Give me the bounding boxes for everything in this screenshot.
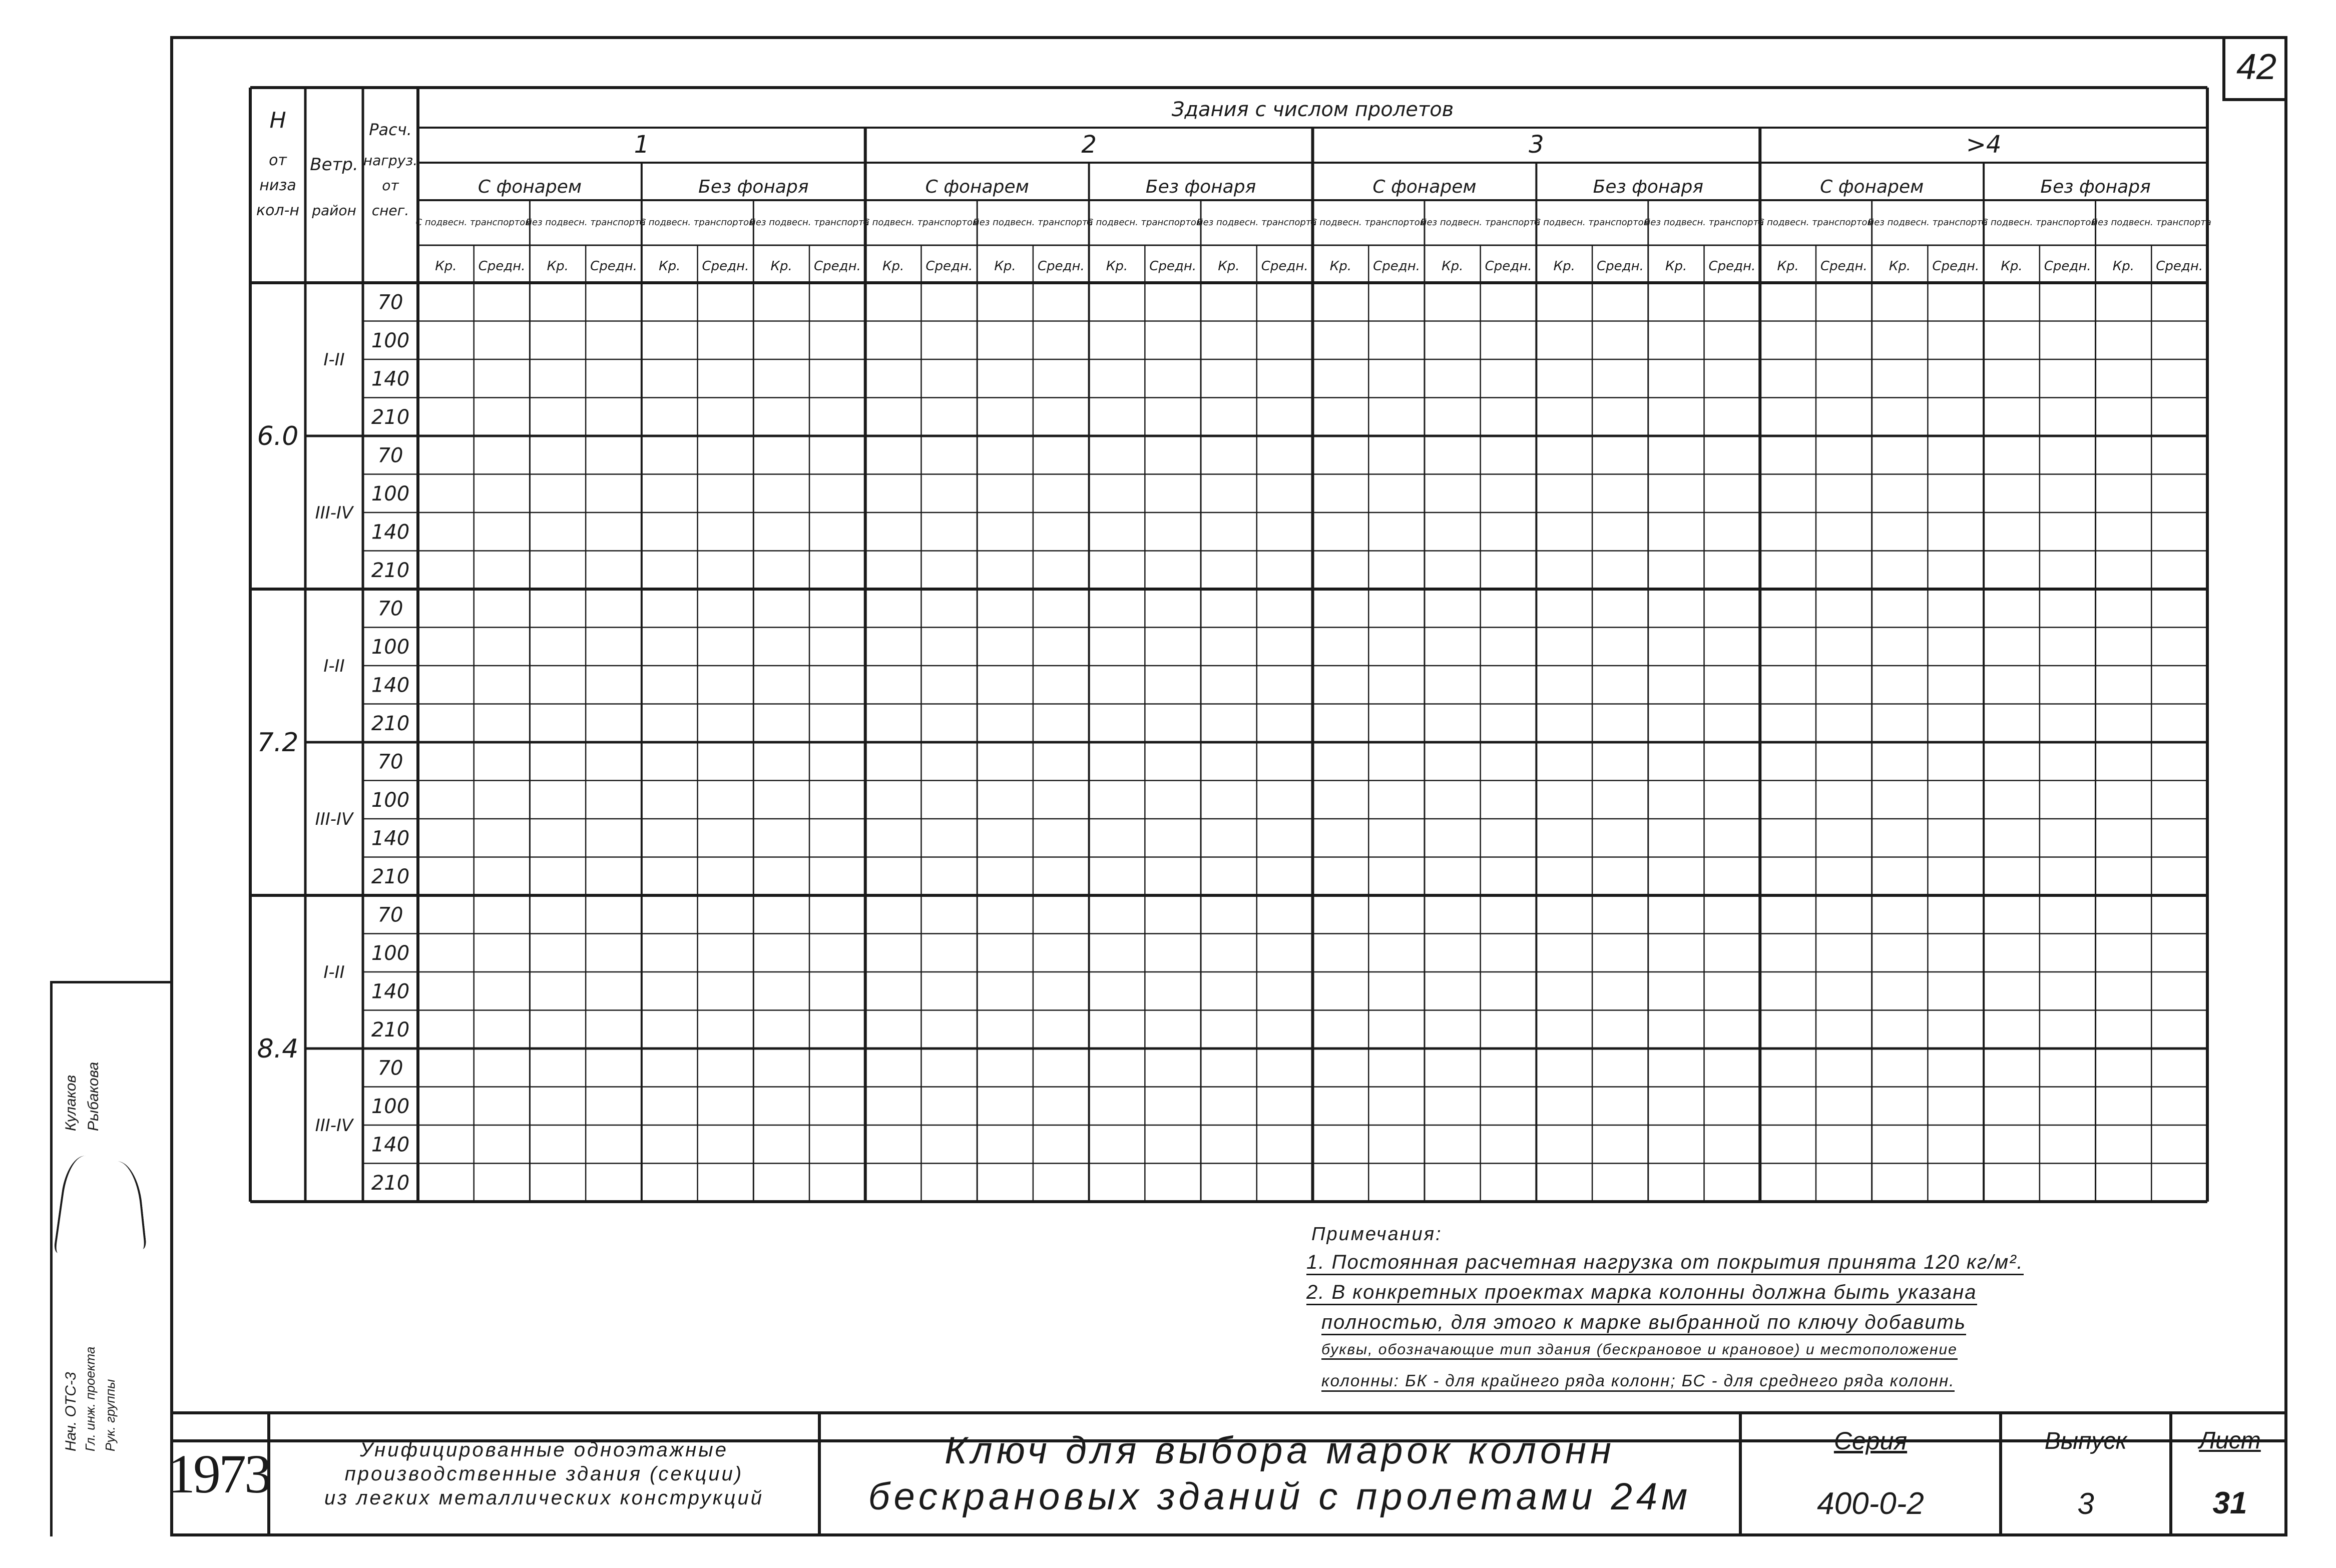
stamp-name-1: Кулаков: [63, 1075, 79, 1131]
wind-zone-2-2: III-IV: [315, 809, 353, 829]
transport-label-3-2-1: С подвесн. транспортом: [1534, 217, 1651, 228]
header-wind-sub: район: [312, 202, 356, 219]
position-label: Средн.: [1820, 259, 1867, 274]
position-label: Кр.: [435, 259, 457, 274]
position-label: Кр.: [882, 259, 904, 274]
position-label: Средн.: [1597, 259, 1644, 274]
snow-load-14: 100: [371, 788, 410, 812]
position-label: Средн.: [1261, 259, 1308, 274]
lantern-label-1-1: С фонарем: [478, 177, 582, 197]
corner-sheet-number: 42: [2236, 47, 2277, 87]
position-label: Кр.: [1442, 259, 1464, 274]
sheet-value: 31: [2212, 1486, 2247, 1520]
span-group-label-1: 1: [634, 131, 650, 159]
span-group-label-3: 3: [1529, 131, 1544, 159]
transport-label-4-1-1: С подвесн. транспортом: [1757, 217, 1875, 228]
position-label: Средн.: [2156, 259, 2203, 274]
transport-label-3-1-1: С подвесн. транспортом: [1310, 217, 1427, 228]
header-load-sub-2: от: [382, 177, 399, 194]
height-value-1: 6.0: [257, 421, 299, 451]
snow-load-5: 70: [377, 444, 403, 467]
position-label: Средн.: [702, 259, 749, 274]
header-load-sub-3: снег.: [371, 202, 409, 219]
height-value-2: 7.2: [257, 728, 299, 758]
position-label: Средн.: [590, 259, 637, 274]
series-value: 400-0-2: [1817, 1486, 1924, 1521]
header-load-sub-1: нагруз.: [363, 152, 418, 169]
position-label: Средн.: [1708, 259, 1756, 274]
height-value-3: 8.4: [257, 1034, 299, 1064]
lantern-label-3-2: Без фонаря: [1593, 177, 1703, 197]
header-wind: Ветр.: [310, 155, 358, 175]
series-title-line-2: производственные здания (секции): [344, 1463, 744, 1485]
wind-zone-1-2: III-IV: [315, 503, 353, 523]
stamp-role-2: Гл. инж. проекта: [83, 1346, 98, 1451]
snow-load-3: 140: [371, 367, 410, 391]
sheet-label: Лист: [2199, 1427, 2261, 1454]
header-height-sub-2: низа: [259, 177, 296, 194]
snow-load-6: 100: [371, 482, 410, 505]
wind-zone-3-1: I-II: [323, 962, 345, 982]
position-label: Средн.: [1149, 259, 1197, 274]
transport-label-2-2-1: С подвесн. транспортом: [1087, 217, 1203, 228]
position-label: Кр.: [1106, 259, 1128, 274]
transport-label-2-1-2: Без подвесн. транспорта: [973, 217, 1093, 228]
drawing-title-line-1: Ключ для выбора марок колонн: [945, 1429, 1615, 1472]
snow-load-11: 140: [371, 674, 410, 697]
snow-load-20: 210: [371, 1018, 410, 1041]
lantern-label-2-2: Без фонаря: [1145, 177, 1256, 197]
snow-load-21: 70: [377, 1057, 403, 1080]
snow-load-13: 70: [377, 750, 403, 774]
transport-label-2-2-2: Без подвесн. транспорта: [1197, 217, 1317, 228]
position-label: Кр.: [2001, 259, 2023, 274]
lantern-label-4-2: Без фонаря: [2040, 177, 2151, 197]
sheet-cell: [2172, 1411, 2287, 1536]
snow-load-4: 210: [371, 405, 410, 429]
lantern-label-4-1: С фонарем: [1820, 177, 1924, 197]
snow-load-12: 210: [371, 712, 410, 735]
transport-label-1-1-1: С подвесн. транспортом: [415, 217, 532, 228]
header-height-sub-3: кол-н: [256, 202, 300, 219]
note-line-1: 1. Постоянная расчетная нагрузка от покрытия принята 120 кг/м².: [1306, 1251, 2024, 1275]
transport-label-1-2-1: С подвесн. транспортом: [639, 217, 756, 228]
series-title-line-3: из легких металлических конструкций: [324, 1487, 764, 1509]
snow-load-15: 140: [371, 827, 410, 850]
snow-load-24: 210: [371, 1171, 410, 1195]
wind-zone-1-1: I-II: [323, 350, 345, 370]
stamp-role-3: Рук. группы: [103, 1379, 118, 1451]
position-label: Кр.: [1553, 259, 1575, 274]
position-label: Кр.: [1665, 259, 1687, 274]
position-label: Кр.: [547, 259, 569, 274]
lantern-label-2-1: С фонарем: [925, 177, 1029, 197]
note-line-5: колонны: БК - для крайнего ряда колонн; БС - для среднего ряда колонн.: [1321, 1371, 1955, 1392]
issue-value: 3: [2077, 1486, 2094, 1520]
position-label: Средн.: [813, 259, 861, 274]
position-label: Средн.: [925, 259, 973, 274]
year-cell: [170, 1411, 270, 1536]
notes-title: Примечания:: [1311, 1224, 1443, 1245]
note-line-2: 2. В конкретных проектах марка колонны должна быть указана: [1306, 1281, 1977, 1305]
position-label: Средн.: [1373, 259, 1421, 274]
position-label: Средн.: [1485, 259, 1532, 274]
snow-load-16: 210: [371, 865, 410, 888]
left-stamp-border: [50, 981, 170, 1536]
snow-load-17: 70: [377, 903, 403, 927]
snow-load-1: 70: [377, 291, 403, 314]
snow-load-7: 140: [371, 520, 410, 544]
position-label: Кр.: [770, 259, 792, 274]
issue-label: Выпуск: [2044, 1427, 2127, 1454]
position-label: Кр.: [1777, 259, 1799, 274]
position-label: Кр.: [1889, 259, 1911, 274]
span-group-label-2: 2: [1081, 131, 1097, 159]
year-text: 1973: [168, 1443, 270, 1504]
series-label: Серия: [1833, 1427, 1908, 1455]
transport-label-3-1-2: Без подвесн. транспорта: [1421, 217, 1541, 228]
stamp-role-1: Нач. ОТС-3: [63, 1372, 79, 1451]
position-label: Средн.: [1932, 259, 1980, 274]
position-label: Кр.: [1218, 259, 1240, 274]
position-label: Средн.: [1037, 259, 1085, 274]
wind-zone-3-2: III-IV: [315, 1116, 353, 1136]
drawing-title-line-2: бескрановых зданий с пролетами 24м: [868, 1475, 1692, 1518]
snow-load-23: 140: [371, 1133, 410, 1157]
span-group-label-4: >4: [1966, 131, 2002, 159]
series-title-line-1: Унифицированные одноэтажные: [360, 1439, 728, 1461]
snow-load-9: 70: [377, 597, 403, 621]
position-label: Кр.: [994, 259, 1016, 274]
position-label: Кр.: [1329, 259, 1351, 274]
wind-zone-2-1: I-II: [323, 656, 345, 676]
series-cell: [1742, 1411, 2002, 1536]
transport-label-1-2-2: Без подвесн. транспорта: [749, 217, 869, 228]
transport-label-4-2-1: С подвесн. транспортом: [1981, 217, 2098, 228]
note-line-3: полностью, для этого к марке выбранной по ключу добавить: [1321, 1311, 1966, 1335]
snow-load-19: 140: [371, 980, 410, 1003]
position-label: Средн.: [478, 259, 526, 274]
transport-label-3-2-2: Без подвесн. транспорта: [1644, 217, 1764, 228]
snow-load-18: 100: [371, 941, 410, 965]
header-group-title: Здания с числом пролетов: [1171, 98, 1454, 121]
position-label: Кр.: [659, 259, 681, 274]
transport-label-1-1-2: Без подвесн. транспорта: [526, 217, 646, 228]
stamp-name-2: Рыбакова: [85, 1062, 102, 1131]
series-title-cell: [270, 1411, 821, 1536]
position-label: Кр.: [2112, 259, 2135, 274]
header-height-sub-1: от: [269, 152, 287, 169]
issue-cell: [2002, 1411, 2172, 1536]
lantern-label-1-2: Без фонаря: [698, 177, 809, 197]
note-line-4: буквы, обозначающие тип здания (бескрановое и крановое) и местоположение: [1321, 1341, 1958, 1360]
header-height: H: [269, 108, 286, 133]
transport-label-4-2-2: Без подвесн. транспорта: [2091, 217, 2211, 228]
snow-load-22: 100: [371, 1095, 410, 1118]
snow-load-8: 210: [371, 559, 410, 582]
transport-label-2-1-1: С подвесн. транспортом: [863, 217, 980, 228]
drawing-title-cell: [821, 1411, 1742, 1536]
header-load: Расч.: [369, 120, 412, 139]
snow-load-10: 100: [371, 635, 410, 659]
transport-label-4-1-2: Без подвесн. транспорта: [1867, 217, 1988, 228]
position-label: Средн.: [2044, 259, 2091, 274]
lantern-label-3-1: С фонарем: [1372, 177, 1477, 197]
snow-load-2: 100: [371, 329, 410, 352]
